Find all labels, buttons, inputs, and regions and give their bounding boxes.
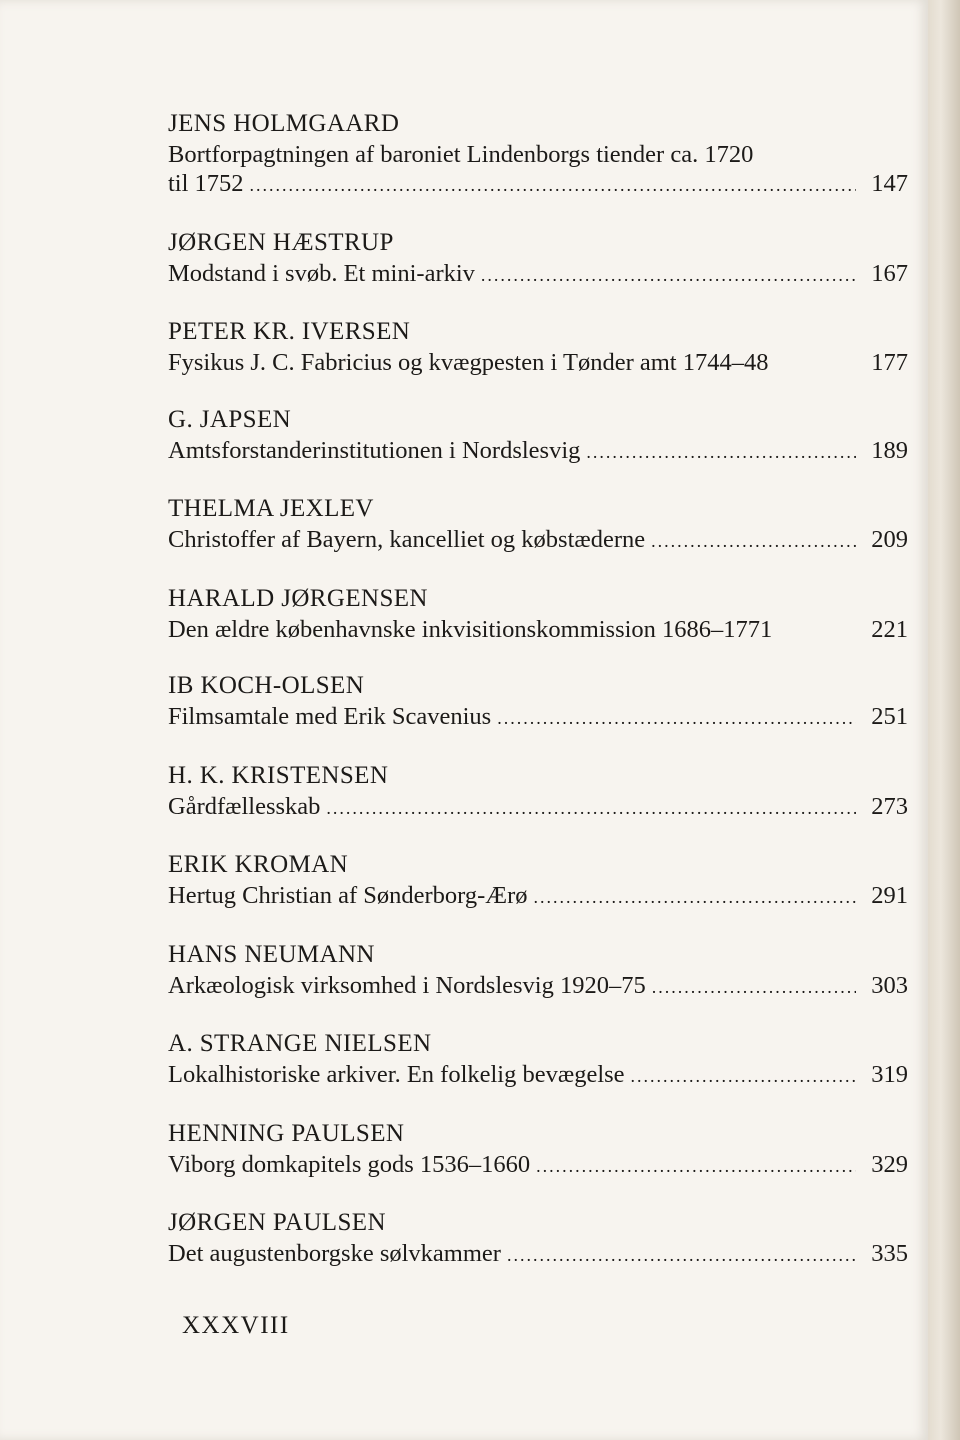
toc-title: Det augustenborgske sølvkammer (168, 1240, 501, 1267)
page-folio: XXXVIII (182, 1312, 290, 1339)
toc-title-line (168, 615, 908, 644)
leader-dots (652, 973, 856, 1002)
toc-page-number: 221 (871, 615, 908, 643)
toc-author: HENNING PAULSEN (168, 1119, 405, 1147)
toc-title-line (168, 169, 908, 200)
toc-title-line (168, 792, 908, 823)
toc-entry (168, 227, 908, 290)
leader-dots (250, 171, 856, 200)
table-of-contents (168, 108, 908, 1297)
toc-author: HARALD JØRGENSEN (168, 584, 428, 612)
toc-title-line (168, 1150, 908, 1181)
toc-author: JØRGEN PAULSEN (168, 1209, 386, 1236)
toc-title: Amtsforstanderinstitutionen i Nordslesvig (168, 436, 581, 464)
toc-author: A. STRANGE NIELSEN (168, 1030, 432, 1057)
toc-title-line (168, 525, 908, 556)
leader-dots (631, 1062, 856, 1091)
toc-page-number: 303 (871, 971, 908, 999)
leader-dots (507, 1241, 856, 1270)
toc-title: Hertug Christian af Sønderborg-Ærø (168, 882, 528, 909)
leader-dots (497, 704, 856, 733)
toc-title: Bortforpagtningen af baroniet Lindenborgs tiender ca. 1720 (168, 141, 754, 168)
toc-title: Viborg domkapitels gods 1536–1660 (168, 1150, 531, 1178)
toc-entry (168, 493, 908, 556)
toc-title-line (168, 1239, 908, 1270)
toc-title: Gårdfællesskab (168, 792, 321, 820)
toc-entry (168, 1028, 908, 1091)
leader-dots (651, 527, 856, 556)
toc-page-number: 177 (871, 349, 908, 376)
toc-page-number: 167 (871, 259, 908, 287)
leader-dots (586, 438, 856, 467)
toc-entry (168, 583, 908, 644)
toc-entry (168, 108, 908, 200)
toc-title: Christoffer af Bayern, kancelliet og købstæderne (168, 526, 646, 553)
toc-page-number: 209 (871, 526, 908, 553)
leader-dots (536, 1152, 856, 1181)
toc-entry (168, 670, 908, 733)
toc-title-line (168, 348, 908, 377)
toc-title-line (168, 140, 908, 169)
toc-title: Arkæologisk virksomhed i Nordslesvig 1920–75 (168, 971, 646, 999)
leader-dots (326, 794, 856, 823)
toc-title: Den ældre københavnske inkvisitionskommission 1686–1771 (168, 615, 773, 643)
toc-title-line (168, 881, 908, 912)
toc-title: Lokalhistoriske arkiver. En folkelig bevægelse (168, 1061, 625, 1088)
toc-author: JØRGEN HÆSTRUP (168, 228, 394, 256)
leader-dots (481, 261, 856, 290)
toc-title-line (168, 971, 908, 1002)
toc-entry (168, 404, 908, 467)
toc-author: ERIK KROMAN (168, 851, 349, 878)
toc-page-number: 335 (871, 1240, 908, 1267)
toc-page-number: 329 (871, 1150, 908, 1178)
toc-author: H. K. KRISTENSEN (168, 761, 389, 789)
toc-page-number: 251 (871, 703, 908, 730)
leader-dots (534, 883, 857, 912)
toc-title-line (168, 1060, 908, 1091)
toc-page-number: 319 (871, 1061, 908, 1088)
toc-entry (168, 849, 908, 912)
toc-title: Modstand i svøb. Et mini-arkiv (168, 259, 475, 287)
toc-title-line (168, 259, 908, 290)
toc-author: THELMA JEXLEV (168, 495, 374, 522)
toc-page-number: 273 (871, 792, 908, 820)
toc-page-number: 291 (871, 882, 908, 909)
toc-entry (168, 1118, 908, 1181)
toc-author: JENS HOLMGAARD (168, 110, 400, 137)
toc-title: til 1752 (168, 170, 244, 197)
toc-entry (168, 939, 908, 1002)
toc-entry (168, 1207, 908, 1270)
toc-title: Fysikus J. C. Fabricius og kvægpesten i Tønder amt 1744–48 (168, 349, 769, 376)
toc-page-number: 147 (871, 170, 908, 197)
toc-author: IB KOCH-OLSEN (168, 672, 365, 699)
toc-title: Filmsamtale med Erik Scavenius (168, 703, 492, 730)
toc-author: G. JAPSEN (168, 405, 292, 433)
toc-page-number: 189 (871, 436, 908, 464)
toc-entry (168, 316, 908, 377)
toc-entry (168, 760, 908, 823)
page-edge (928, 0, 960, 1440)
toc-title-line (168, 436, 908, 467)
toc-title-line (168, 702, 908, 733)
toc-author: HANS NEUMANN (168, 940, 375, 968)
toc-author: PETER KR. IVERSEN (168, 318, 411, 345)
